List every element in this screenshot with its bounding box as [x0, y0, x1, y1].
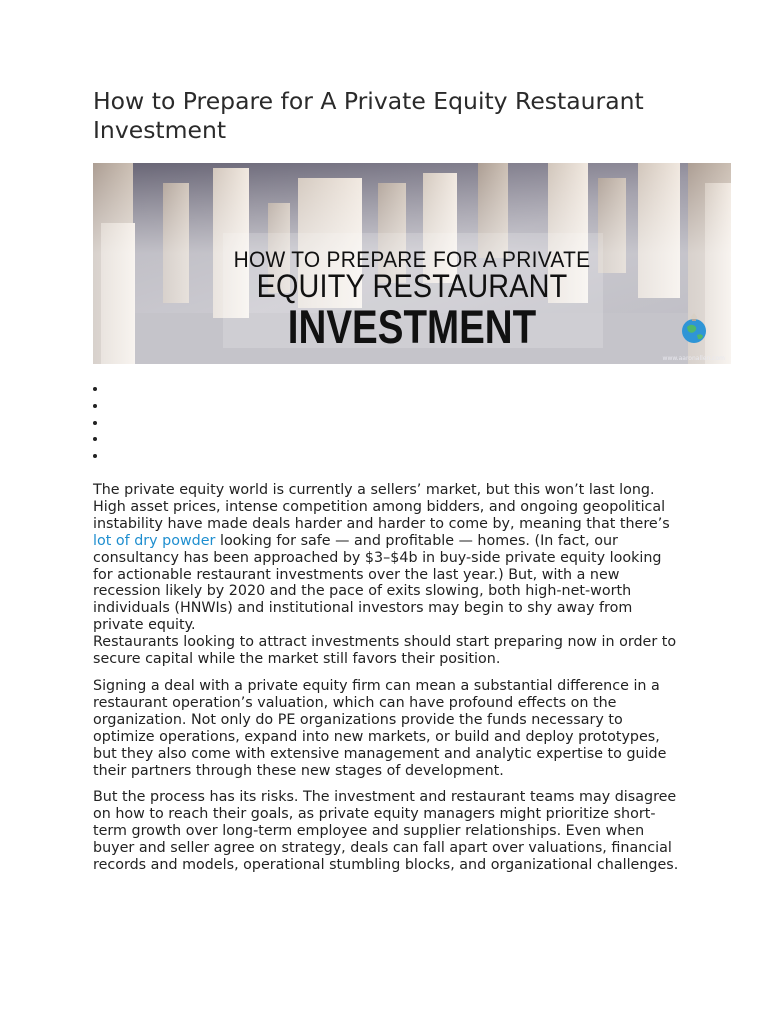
article-body: [93, 482, 683, 884]
list-item: [93, 415, 133, 432]
paragraph-intro-part-a: The private equity world is currently a sellers’ market, but this won’t last long. High asset prices, intense competition among bidders, and ongoing geopolitical instability have made deals harder and harder to come by, meaning that there’s: [93, 482, 670, 532]
hero-text-overlay: [93, 163, 731, 364]
article-title: How to Prepare for A Private Equity Restaurant Investment: [93, 87, 644, 144]
list-item: [93, 381, 133, 398]
paragraph-risks: But the process has its risks. The investment and restaurant teams may disagree on how to reach their goals, as private equity managers might prioritize short-term growth over long-term employee and supplier relationships. Even when buyer and seller agree on strategy, deals can fall apart over valuations, financial records and models, operational stumbling blocks, and organizational challenges.: [93, 789, 679, 874]
list-item: [93, 431, 133, 448]
paragraph-intro-part-b: looking for safe — and profitable — homes. (In fact, our consultancy has been approached by $3–$4b in buy-side private equity looking for actionable restaurant investments over the last year.) But, with a new recession likely by 2020 and the pace of exits slowing, both high-net-worth individuals (HNWIs) and institutional investors may begin to shy away from private equity.: [93, 532, 662, 634]
hero-headline-line-1: HOW TO PREPARE FOR A PRIVATE: [233, 247, 591, 272]
empty-bullet-list: [93, 381, 133, 465]
paragraph-signing-deal: Signing a deal with a private equity firm can mean a substantial difference in a restaurant operation’s valuation, which can have profound effects on the organization. Not only do PE organizations provide the funds necessary to optimize operations, expand into new markets, or build and deploy prototypes, but they also come with extensive management and analytic expertise to guide their partners through these new stages of development.: [93, 677, 667, 779]
hero-headline-line-3: INVESTMENT: [287, 300, 537, 353]
dry-powder-link[interactable]: lot of dry powder: [93, 532, 216, 549]
paragraph-intro: [93, 482, 683, 634]
paragraph-restaurants: Restaurants looking to attract investments should start preparing now in order to secure capital while the market still favors their position.: [93, 634, 677, 668]
list-item: [93, 448, 133, 465]
hero-image: [93, 163, 731, 364]
globe-icon: [679, 311, 709, 345]
hero-headline-line-2: EQUITY RESTAURANT: [256, 268, 568, 304]
hero-credit: www.aaronallen.com: [662, 355, 725, 362]
list-item: [93, 398, 133, 415]
